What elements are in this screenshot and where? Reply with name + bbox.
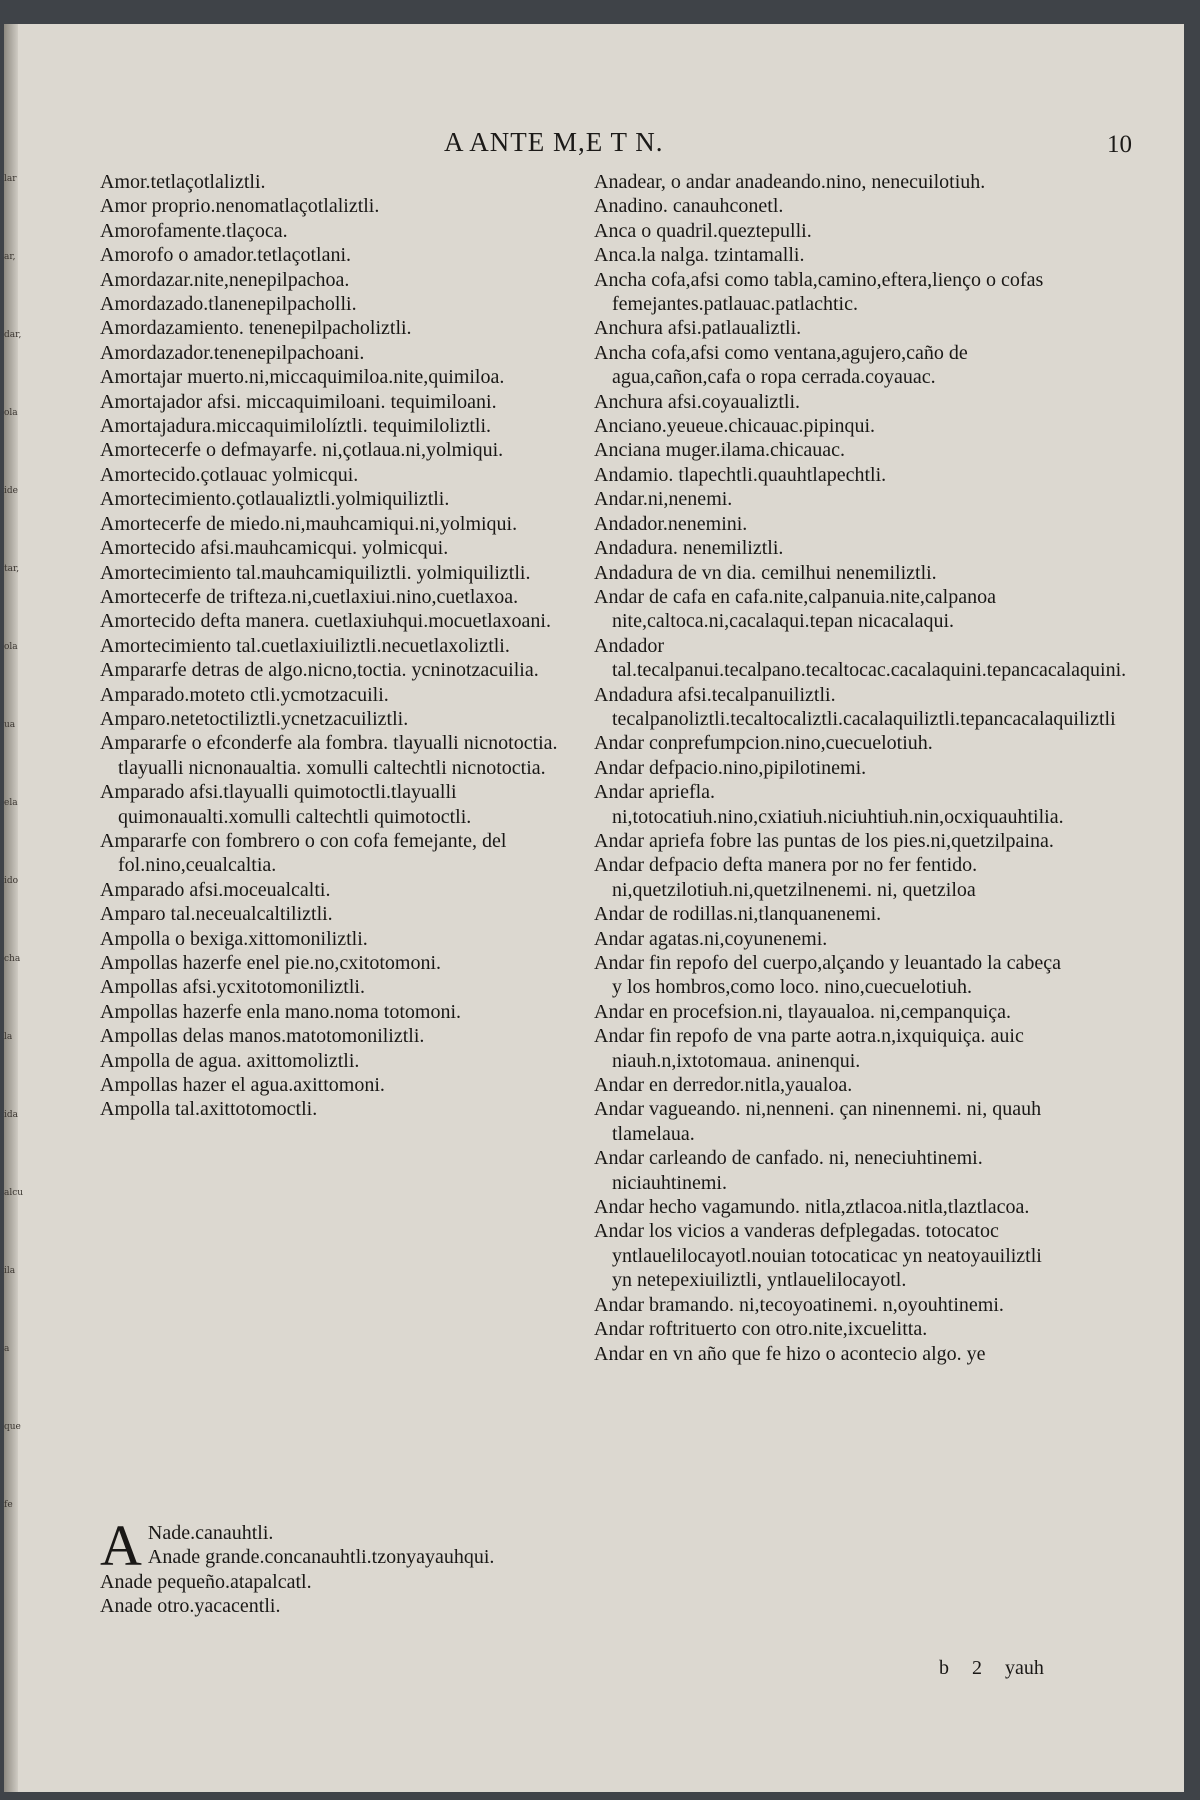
dictionary-entry: Andador.nenemini.: [594, 512, 748, 535]
dictionary-entry: Amparo.netetoctiliztli.ycnetzacuiliztli.: [100, 707, 409, 730]
dictionary-entry: Andar apriefa fobre las puntas de los pies.ni,quetzilpaina.: [594, 829, 1054, 852]
dictionary-entry: Amortecerfe de trifteza.ni,cuetlaxiui.nino,cuetlaxoa.: [100, 585, 519, 608]
dictionary-entry: Amortecido afsi.mauhcamicqui. yolmicqui.: [100, 537, 449, 560]
marginal-fragment: que: [4, 1422, 21, 1432]
dictionary-entry: Amordazador.tenenepilpachoani.: [100, 341, 365, 364]
dictionary-entry: Andar vagueando. ni,nenneni. çan ninennemi. ni, quauh tlamelaua.: [594, 1098, 1042, 1145]
dictionary-entry: Anade otro.yacacentli.: [100, 1595, 281, 1618]
dictionary-entry: Andar los vicios a vanderas defplegadas. totocatoc yntlauelilocayotl.nouian totocaticac yn neatoyauiliztli yn netepexiuiliztli, yntlauelilocayotl.: [594, 1220, 1042, 1292]
marginal-fragment: a: [4, 1344, 10, 1354]
dictionary-entry: Andadura afsi.tecalpanuiliztli. tecalpanoliztli.tecaltocaliztli.cacalaquiliztli.tepancacalaquiliztli: [594, 683, 1116, 730]
dictionary-entry: Ampollas hazerfe enel pie.no,cxitotomoni.: [100, 952, 442, 974]
dictionary-entry: Ampararfe detras de algo.nicno,toctia. ycninotzacuilia.: [100, 659, 539, 682]
dictionary-entry: Amordazar.nite,nenepilpachoa.: [100, 268, 350, 291]
marginal-fragment: ela: [4, 798, 18, 808]
marginal-fragment: ila: [4, 1266, 16, 1276]
dictionary-entry: Amortajar muerto.ni,miccaquimiloa.nite,quimiloa.: [100, 366, 505, 389]
dictionary-entry: Amparo tal.neceualcaltiliztli.: [100, 903, 333, 926]
marginal-fragment: ida: [4, 1110, 19, 1120]
dictionary-entry: Ampollas afsi.ycxitotomoniliztli.: [100, 976, 365, 999]
dictionary-entry: Andar bramando. ni,tecoyoatinemi. n,oyouhtinemi.: [594, 1293, 1004, 1316]
marginal-fragment: cha: [4, 954, 21, 964]
dictionary-entry: Amortajadura.miccaquimilolíztli. tequimiloliztli.: [100, 415, 492, 438]
marginal-fragment: alcu: [4, 1188, 24, 1198]
dictionary-entry: Anca.la nalga. tzintamalli.: [594, 244, 805, 267]
dictionary-entry: Anchura afsi.coyaualiztli.: [594, 390, 801, 413]
dictionary-entry: Andar conprefumpcion.nino,cuecuelotiuh.: [594, 732, 933, 755]
running-head: A ANTE M,E T N.: [444, 127, 664, 157]
marginal-fragment: ua: [4, 720, 16, 730]
dictionary-entry: Ampararfe o efconderfe ala fombra. tlayualli nicnotoctia. tlayualli nicnonaualtia. xomulli caltechtli nicnotoctia.: [100, 732, 558, 779]
dictionary-entry: Amordazamiento. tenenepilpacholiztli.: [100, 317, 412, 340]
dictionary-entry: Amor.tetlaçotlaliztli.: [100, 171, 266, 193]
dictionary-entry: Anade pequeño.atapalcatl.: [100, 1570, 312, 1593]
dictionary-entry: Amor proprio.nenomatlaçotlaliztli.: [100, 195, 380, 218]
dictionary-entry: Andar carleando de canfado. ni, neneciuhtinemi. niciauhtinemi.: [594, 1147, 983, 1194]
dropcap-section: [100, 1513, 568, 1619]
dictionary-entry: Andar roftrituerto con otro.nite,ixcuelitta.: [594, 1318, 928, 1341]
dictionary-entry: Ampollas hazerfe enla mano.noma totomoni.: [100, 1000, 462, 1023]
marginal-fragment: ide: [4, 486, 18, 496]
dictionary-entry: Andar de rodillas.ni,tlanquanenemi.: [594, 903, 882, 926]
dictionary-entry: Anciano.yeueue.chicauac.pipinqui.: [594, 415, 875, 438]
dictionary-entry: Andar fin repofo del cuerpo,alçando y leuantado la cabeça y los hombros,como loco. nino,cuecuelotiuh.: [594, 952, 1061, 999]
dictionary-entry: Andadura de vn dia. cemilhui nenemiliztli.: [594, 561, 937, 584]
dictionary-entry: Andamio. tlapechtli.quauhtlapechtli.: [594, 463, 887, 486]
drop-cap-initial: A: [100, 1513, 142, 1578]
marginal-fragment: la: [4, 1032, 13, 1042]
dictionary-entry: Anadino. canauhconetl.: [594, 195, 784, 218]
marginal-fragment: tar,: [4, 564, 20, 574]
dictionary-entry: Andar agatas.ni,coyunenemi.: [594, 927, 828, 950]
dictionary-entry: Amordazado.tlanenepilpacholli.: [100, 293, 357, 316]
dictionary-entry: Andar hecho vagamundo. nitla,ztlacoa.nitla,tlaztlacoa.: [594, 1196, 1030, 1219]
dictionary-entry: Anade grande.concanauhtli.tzonyayauhqui.: [147, 1546, 495, 1569]
dictionary-entry: Ampollas hazer el agua.axittomoni.: [100, 1074, 385, 1097]
dictionary-entry: Ampolla tal.axittotomoctli.: [100, 1098, 318, 1121]
dictionary-entry: Amparado afsi.tlayualli quimotoctli.tlayualli quimonaualti.xomulli caltechtli quimotoctli.: [100, 781, 472, 828]
dictionary-entry: Amortecido.çotlauac yolmicqui.: [100, 463, 359, 486]
dictionary-entry: Andar defpacio defta manera por no fer fentido. ni,quetzilotiuh.ni,quetzilnenemi. ni, quetziloa: [594, 854, 978, 901]
dictionary-entry: Amortecido defta manera. cuetlaxiuhqui.mocuetlaxoani.: [100, 610, 551, 633]
dictionary-entry: Ampararfe con fombrero o con cofa femejante, del fol.nino,ceualcaltia.: [100, 829, 507, 877]
marginal-fragment: fe: [4, 1500, 13, 1510]
dictionary-entry: Anca o quadril.queztepulli.: [594, 219, 812, 242]
catchword: b 2 yauh: [939, 1657, 1044, 1679]
dictionary-entry: Amortecimiento tal.mauhcamiquiliztli. yolmiquiliztli.: [100, 561, 531, 584]
dictionary-entry: Andar en derredor.nitla,yaualoa.: [594, 1074, 853, 1097]
dictionary-entry: Amortajador afsi. miccaquimiloani. tequimiloani.: [100, 390, 497, 413]
marginal-fragment: ola: [4, 408, 18, 418]
dictionary-entry: Andar apriefla. ni,totocatiuh.nino,cxiatiuh.niciuhtiuh.nin,ocxiquauhtilia.: [594, 781, 1064, 828]
dictionary-entry: Andar en procefsion.ni, tlayaualoa. ni,cempanquiça.: [594, 1000, 1012, 1023]
marginal-fragment: lar: [4, 174, 17, 184]
dictionary-entry: Ampollas delas manos.matotomoniliztli.: [100, 1025, 425, 1048]
dictionary-entry: Andador tal.tecalpanui.tecalpano.tecaltocac.cacalaquini.tepancacalaquini.: [594, 634, 1127, 682]
dictionary-entry: Amorofamente.tlaçoca.: [100, 219, 288, 242]
facing-page-marginalia: [4, 24, 24, 1792]
dictionary-entry: Andar fin repofo de vna parte aotra.n,ixquiquiça. auic niauh.n,ixtotomaua. aninenqui.: [594, 1025, 1024, 1072]
dictionary-entry: Ancha cofa,afsi como tabla,camino,eftera,lienço o cofas femejantes.patlauac.patlachtic.: [594, 268, 1044, 316]
dictionary-entry: Andar defpacio.nino,pipilotinemi.: [594, 756, 867, 779]
marginal-fragment: ido: [4, 876, 19, 886]
dictionary-entry: Andar en vn año que fe hizo o acontecio algo. ye: [594, 1342, 986, 1365]
dictionary-entry: Nade.canauhtli.: [147, 1522, 274, 1544]
dictionary-entry: Amortecimiento tal.cuetlaxiuiliztli.necuetlaxoliztli.: [100, 634, 510, 657]
dictionary-entry: Andar de cafa en cafa.nite,calpanuia.nite,calpanoa nite,caltoca.ni,cacalaqui.tepan nicacalaqui.: [594, 585, 996, 633]
dictionary-entry: Amparado.moteto ctli.ycmotzacuili.: [100, 683, 389, 706]
dictionary-entry: Anchura afsi.patlaualiztli.: [594, 317, 802, 340]
marginal-fragment: dar,: [4, 330, 22, 340]
folio-number: 10: [1107, 131, 1132, 158]
right-column: [594, 170, 1127, 1366]
dictionary-entry: Amparado afsi.moceualcalti.: [100, 878, 331, 901]
dictionary-entry: Amorofo o amador.tetlaçotlani.: [100, 244, 352, 267]
dictionary-entry: Ampolla de agua. axittomoliztli.: [100, 1049, 360, 1072]
dictionary-entry: Amortecerfe o defmayarfe. ni,çotlaua.ni,yolmiqui.: [100, 439, 504, 462]
book-page: [4, 24, 1184, 1792]
dictionary-entry: Ancha cofa,afsi como ventana,agujero,caño de agua,cañon,cafa o ropa cerrada.coyauac.: [594, 341, 968, 389]
dictionary-entry: Anadear, o andar anadeando.nino, nenecuilotiuh.: [594, 171, 986, 193]
dictionary-entry: Andar.ni,nenemi.: [594, 488, 733, 511]
dictionary-entry: Amortecimiento.çotlaualiztli.yolmiquiliztli.: [100, 488, 450, 511]
dictionary-entry: Amortecerfe de miedo.ni,mauhcamiqui.ni,yolmiqui.: [100, 512, 518, 535]
dictionary-entry: Andadura. nenemiliztli.: [594, 537, 784, 560]
dictionary-entry: Ampolla o bexiga.xittomoniliztli.: [100, 927, 368, 950]
dictionary-entry: Anciana muger.ilama.chicauac.: [594, 439, 845, 462]
left-column: [100, 170, 568, 1122]
marginal-fragment: ola: [4, 642, 18, 652]
marginal-fragment: ar,: [4, 252, 16, 262]
